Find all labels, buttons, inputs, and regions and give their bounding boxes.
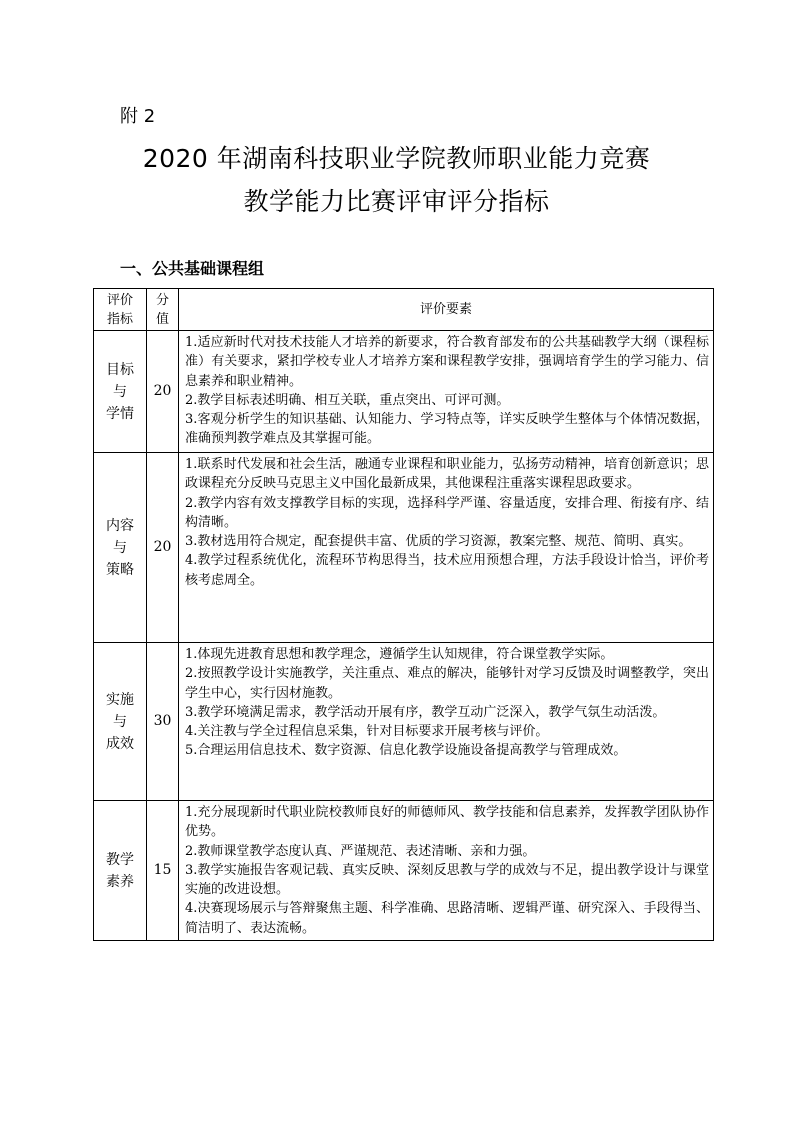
header-score-line-2: 值: [155, 311, 169, 327]
evaluation-elements: [179, 643, 714, 801]
evaluation-item: 3.教学实施报告客观记载、真实反映、深刻反思教与学的成效与不足，提出教学设计与课堂实施的改进设想。: [185, 862, 709, 898]
evaluation-item: 4.决赛现场展示与答辩聚焦主题、科学准确、思路清晰、逻辑严谨、研究深入、手段得当、简洁明了、表达流畅。: [185, 901, 709, 936]
evaluation-elements: [179, 331, 714, 453]
header-score-line-1: 分: [155, 292, 169, 308]
table-row: [94, 801, 714, 941]
indicator-name-line: 教学: [106, 851, 134, 868]
scoring-criteria-table: [93, 288, 714, 941]
evaluation-item: 4.关注教与学全过程信息采集，针对目标要求开展考核与评价。: [185, 724, 549, 740]
indicator-name-line: 实施: [106, 691, 134, 708]
evaluation-item: 3.客观分析学生的知识基础、认知能力、学习特点等，详实反映学生整体与个体情况数据，准确预判教学难点及其掌握可能。: [185, 412, 709, 447]
indicator-name-line: 策略: [106, 561, 134, 578]
evaluation-elements: [179, 453, 714, 643]
evaluation-item: 1.充分展现新时代职业院校教师良好的师德师风、教学技能和信息素养，发挥教学团队协作优势。: [185, 805, 709, 840]
table-header-row: [94, 289, 714, 331]
indicator-score: 20: [147, 331, 179, 453]
header-score: [147, 289, 179, 331]
indicator-name: [94, 801, 147, 941]
evaluation-item: 2.教师课堂教学态度认真、严谨规范、表述清晰、亲和力强。: [185, 843, 536, 859]
header-elements: 评价要素: [179, 289, 714, 331]
evaluation-item: 2.教学内容有效支撑教学目标的实现，选择科学严谨、容量适度，安排合理、衔接有序、结构清晰。: [185, 495, 709, 530]
evaluation-item: 3.教材选用符合规定，配套提供丰富、优质的学习资源，教案完整、规范、简明、真实。: [185, 534, 692, 550]
annex-label: 附 2: [120, 106, 156, 127]
indicator-name: [94, 643, 147, 801]
evaluation-item: 1.联系时代发展和社会生活，融通专业课程和职业能力，弘扬劳动精神，培育创新意识；思政课程充分反映马克思主义中国化最新成果，其他课程注重落实课程思政要求。: [185, 457, 709, 492]
evaluation-item: 5.合理运用信息技术、数字资源、信息化教学设施设备提高教学与管理成效。: [185, 743, 627, 759]
evaluation-item: 3.教学环境满足需求，教学活动开展有序，教学互动广泛深入，教学气氛生动活泼。: [185, 704, 666, 720]
indicator-name: [94, 453, 147, 643]
indicator-name-line: 学情: [106, 405, 134, 422]
evaluation-item: 2.按照教学设计实施教学，关注重点、难点的解决，能够针对学习反馈及时调整教学，突出学生中心，实行因材施教。: [185, 666, 709, 701]
indicator-score: 30: [147, 643, 179, 801]
document-title-line-2: 教学能力比赛评审评分指标: [243, 187, 550, 216]
document-title-line-1: 2020 年湖南科技职业学院教师职业能力竞赛: [142, 144, 651, 173]
evaluation-item: 4.教学过程系统优化，流程环节构思得当，技术应用预想合理，方法手段设计恰当，评价考核考虑周全。: [185, 553, 709, 588]
table-row: [94, 453, 714, 643]
evaluation-elements: [179, 801, 714, 941]
indicator-name-line: 目标: [106, 361, 134, 378]
table-row: [94, 331, 714, 453]
indicator-name-line: 成效: [106, 735, 134, 752]
indicator-name-line: 与: [113, 383, 127, 400]
indicator-name-line: 素养: [106, 873, 134, 890]
evaluation-item: 1.适应新时代对技术技能人才培养的新要求，符合教育部发布的公共基础教学大纲（课程标准）有关要求，紧扣学校专业人才培养方案和课程教学安排，强调培育学生的学习能力、信息素养和职业精神。: [185, 335, 709, 389]
indicator-name-line: 与: [113, 539, 127, 556]
evaluation-item: 2.教学目标表述明确、相互关联，重点突出、可评可测。: [185, 392, 510, 408]
indicator-score: 20: [147, 453, 179, 643]
table-row: [94, 643, 714, 801]
header-indicator-line-1: 评价: [106, 292, 133, 308]
indicator-name-line: 内容: [106, 517, 134, 534]
section-heading: 一、公共基础课程组: [120, 259, 265, 278]
indicator-score: 15: [147, 801, 179, 941]
indicator-name-line: 与: [113, 713, 127, 730]
header-indicator: [94, 289, 147, 331]
indicator-name: [94, 331, 147, 453]
evaluation-item: 1.体现先进教育思想和教学理念，遵循学生认知规律，符合课堂教学实际。: [185, 647, 614, 662]
header-indicator-line-2: 指标: [106, 311, 133, 327]
